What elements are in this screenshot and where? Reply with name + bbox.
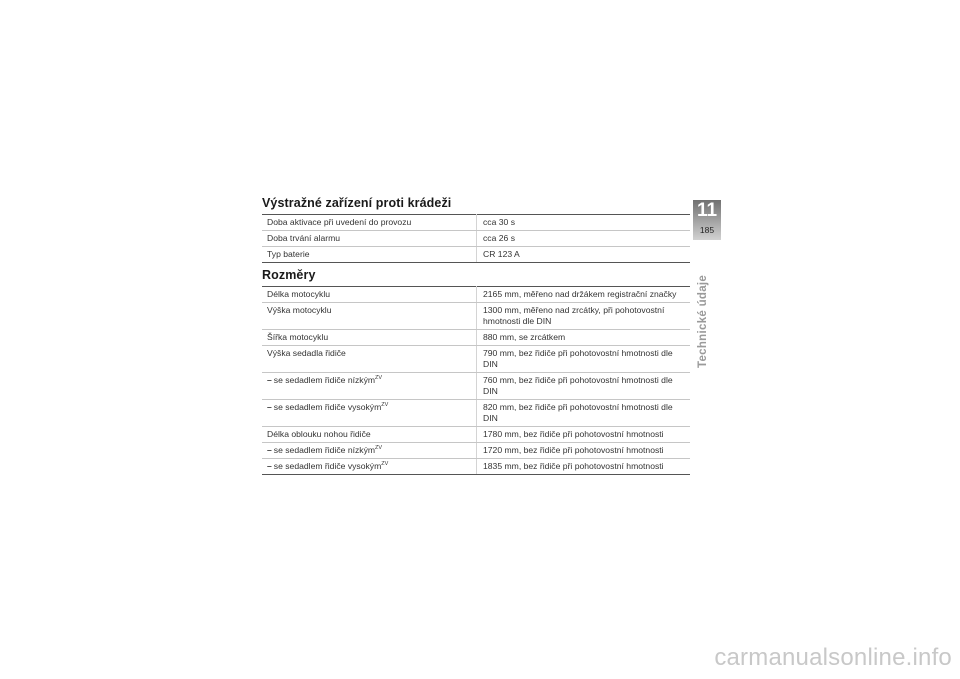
dash-icon: – xyxy=(267,461,272,471)
row-value: 1780 mm, bez řidiče při pohotovostní hmotnosti xyxy=(477,427,691,443)
row-value: 760 mm, bez řidiče při pohotovostní hmotnosti dle DIN xyxy=(477,373,691,400)
row-value: 1835 mm, bez řidiče při pohotovostní hmotnosti xyxy=(477,459,691,475)
dimensions-table xyxy=(262,286,690,475)
table-row xyxy=(262,330,690,346)
table-row xyxy=(262,303,690,330)
row-label xyxy=(262,459,477,475)
table-row xyxy=(262,427,690,443)
table-row xyxy=(262,287,690,303)
alarm-table xyxy=(262,214,690,263)
chapter-side-title: Technické údaje xyxy=(697,274,709,368)
row-value: 1300 mm, měřeno nad zrcátky, při pohotovostní hmotnosti dle DIN xyxy=(477,303,691,330)
row-value: cca 26 s xyxy=(477,231,691,247)
row-label xyxy=(262,373,477,400)
row-value: 790 mm, bez řidiče při pohotovostní hmotnosti dle DIN xyxy=(477,346,691,373)
table-row xyxy=(262,459,690,475)
table-row xyxy=(262,400,690,427)
table-row xyxy=(262,247,690,263)
row-label-text: se sedadlem řidiče vysokým xyxy=(273,461,382,471)
watermark: carmanualsonline.info xyxy=(714,644,952,671)
row-label: Výška sedadla řidiče xyxy=(262,346,477,373)
table-row xyxy=(262,443,690,459)
row-label: Typ baterie xyxy=(262,247,477,263)
row-label-text: se sedadlem řidiče nízkým xyxy=(273,445,376,455)
row-value: 880 mm, se zrcátkem xyxy=(477,330,691,346)
table-row xyxy=(262,215,690,231)
row-label xyxy=(262,443,477,459)
dash-icon: – xyxy=(267,402,272,412)
option-superscript: ZV xyxy=(381,402,389,408)
alarm-section-title: Výstražné zařízení proti krádeži xyxy=(262,196,452,210)
row-value: 1720 mm, bez řidiče při pohotovostní hmotnosti xyxy=(477,443,691,459)
row-label: Doba trvání alarmu xyxy=(262,231,477,247)
chapter-tab xyxy=(693,200,721,240)
dash-icon: – xyxy=(267,445,272,455)
page-number: 185 xyxy=(699,225,715,235)
row-value: cca 30 s xyxy=(477,215,691,231)
row-label: Délka oblouku nohou řidiče xyxy=(262,427,477,443)
row-label: Délka motocyklu xyxy=(262,287,477,303)
option-superscript: ZV xyxy=(375,445,383,451)
table-row xyxy=(262,231,690,247)
row-label: Šířka motocyklu xyxy=(262,330,477,346)
row-value: CR 123 A xyxy=(477,247,691,263)
row-value: 820 mm, bez řidiče při pohotovostní hmotnosti dle DIN xyxy=(477,400,691,427)
row-value: 2165 mm, měřeno nad držákem registrační značky xyxy=(477,287,691,303)
row-label xyxy=(262,400,477,427)
row-label: Výška motocyklu xyxy=(262,303,477,330)
option-superscript: ZV xyxy=(375,375,383,381)
row-label: Doba aktivace při uvedení do provozu xyxy=(262,215,477,231)
dash-icon: – xyxy=(267,375,272,385)
dimensions-section-title: Rozměry xyxy=(262,268,316,282)
row-label-text: se sedadlem řidiče vysokým xyxy=(273,402,382,412)
table-row xyxy=(262,346,690,373)
table-row xyxy=(262,373,690,400)
chapter-number: 11 xyxy=(696,200,718,221)
row-label-text: se sedadlem řidiče nízkým xyxy=(273,375,376,385)
option-superscript: ZV xyxy=(381,461,389,467)
